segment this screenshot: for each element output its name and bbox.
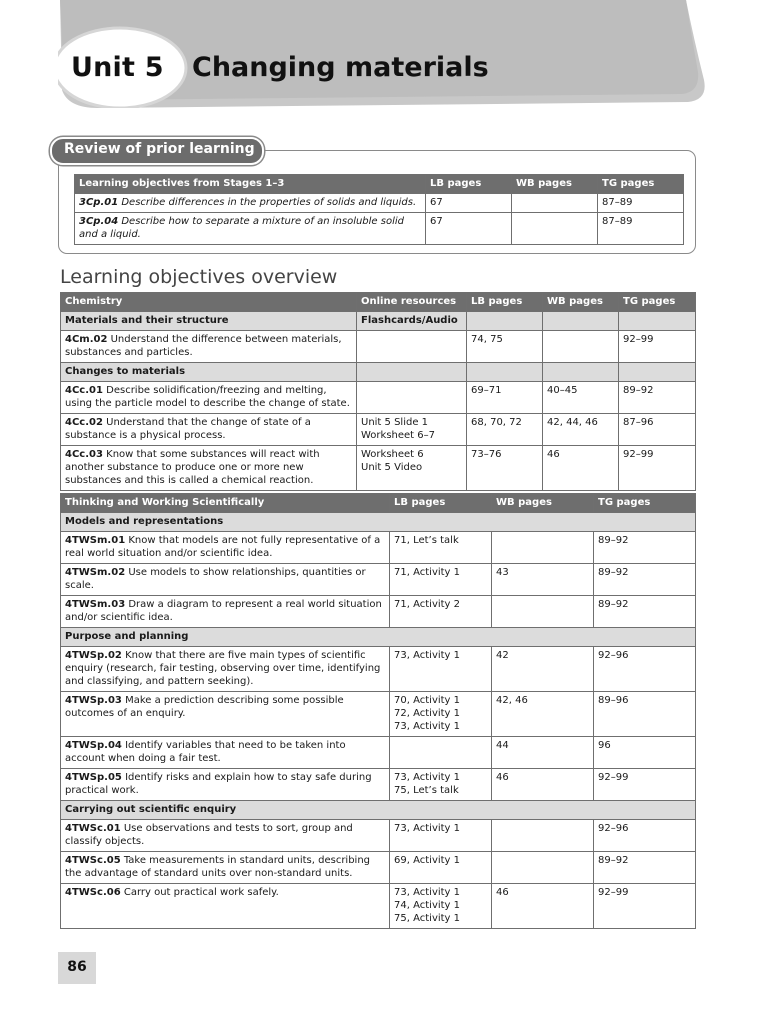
objective-cell [61,769,390,801]
table-row [61,647,696,692]
tws-table [60,493,696,929]
objective-cell [61,532,390,564]
tg-cell: 89–92 [619,382,696,414]
objective-text: Describe differences in the properties of solids and liquids. [118,197,417,208]
objective-text: Understand the difference between materials, substances and particles. [65,334,342,358]
lb-cell [390,737,492,769]
objective-code: 4TWSm.02 [65,567,126,578]
tg-cell: 92–96 [594,820,696,852]
wb-cell: 42, 46 [492,692,594,737]
wb-cell [543,331,619,363]
objective-cell [61,564,390,596]
column-header: WB pages [512,175,598,194]
column-header: TG pages [594,494,696,513]
objective-code: 3Cp.04 [79,216,119,227]
objective-cell [75,194,426,213]
objective-cell [61,737,390,769]
objective-code: 4Cc.01 [65,385,103,396]
objective-code: 4TWSp.05 [65,772,122,783]
tg-cell: 89–92 [594,564,696,596]
objective-text: Identify variables that need to be taken into account when doing a fair test. [65,740,346,764]
overview-heading: Learning objectives overview [60,266,338,288]
wb-cell: 46 [543,446,619,491]
lb-cell [390,692,492,737]
objective-cell [61,596,390,628]
objective-text: Use observations and tests to sort, group and classify objects. [65,823,353,847]
page-number-box [58,952,96,984]
lb-cell: 71, Let’s talk [390,532,492,564]
unit-title: Changing materials [192,52,489,83]
table-row [61,737,696,769]
column-header: Learning objectives from Stages 1–3 [75,175,426,194]
table-row [61,769,696,801]
lb-cell: 67 [426,213,512,245]
lb-cell [390,884,492,929]
column-header: TG pages [619,293,696,312]
wb-cell [492,820,594,852]
objective-code: 3Cp.01 [79,197,119,208]
tg-cell: 92–99 [619,331,696,363]
lb-line: 75, Let’s talk [394,785,459,796]
section-empty [543,312,619,331]
resource-cell [357,446,467,491]
lb-cell: 73, Activity 1 [390,647,492,692]
section-row [61,628,696,647]
tg-cell: 92–99 [594,884,696,929]
lb-line: 73, Activity 1 [394,772,461,783]
objective-cell [61,647,390,692]
objective-cell [61,382,357,414]
objective-text: Make a prediction describing some possible outcomes of an enquiry. [65,695,344,719]
column-header: LB pages [390,494,492,513]
lb-cell: 73, Activity 1 [390,820,492,852]
lb-cell: 73–76 [467,446,543,491]
objective-text: Use models to show relationships, quantities or scale. [65,567,366,591]
objective-code: 4TWSp.04 [65,740,122,751]
lb-line: 72, Activity 1 [394,708,461,719]
objective-text: Know that there are five main types of scientific enquiry (research, fair testing, observing over time, identifying and classifying, and pattern seeking). [65,650,381,687]
wb-cell: 44 [492,737,594,769]
tg-cell: 89–92 [594,596,696,628]
objective-code: 4Cc.02 [65,417,103,428]
section-label: Models and representations [61,513,696,532]
section-empty [619,312,696,331]
wb-cell: 46 [492,884,594,929]
lb-line: 73, Activity 1 [394,721,461,732]
tg-cell: 92–99 [594,769,696,801]
lb-cell [390,769,492,801]
wb-cell [492,596,594,628]
table-row [61,564,696,596]
lb-cell: 69, Activity 1 [390,852,492,884]
objective-text: Draw a diagram to represent a real world situation and/or scientific idea. [65,599,382,623]
objective-cell [61,852,390,884]
column-header: WB pages [543,293,619,312]
objective-code: 4TWSc.05 [65,855,121,866]
table-row [75,194,684,213]
objective-code: 4TWSm.01 [65,535,126,546]
lb-line: 75, Activity 1 [394,913,461,924]
objective-code: 4TWSc.01 [65,823,121,834]
table-row [61,884,696,929]
lb-cell: 71, Activity 2 [390,596,492,628]
section-row [61,363,696,382]
table-header-row [75,175,684,194]
tg-cell: 87–96 [619,414,696,446]
resource-line: Unit 5 Video [361,462,423,473]
lb-cell: 69–71 [467,382,543,414]
objective-cell [61,446,357,491]
section-row [61,801,696,820]
table-row [61,852,696,884]
objective-code: 4TWSp.02 [65,650,122,661]
section-empty [619,363,696,382]
section-row [61,513,696,532]
resource-cell [357,331,467,363]
tg-cell: 96 [594,737,696,769]
wb-cell: 42, 44, 46 [543,414,619,446]
wb-cell [492,852,594,884]
tg-cell: 87–89 [598,194,684,213]
lb-line: 70, Activity 1 [394,695,461,706]
objective-cell [61,692,390,737]
section-label: Changes to materials [61,363,357,382]
tg-cell: 89–92 [594,532,696,564]
unit-number: Unit 5 [71,52,164,83]
objective-text: Identify risks and explain how to stay safe during practical work. [65,772,372,796]
table-header-row [61,293,696,312]
wb-cell: 40–45 [543,382,619,414]
column-header: WB pages [492,494,594,513]
tg-cell: 87–89 [598,213,684,245]
tg-cell: 89–92 [594,852,696,884]
wb-cell [512,213,598,245]
table-row [61,692,696,737]
review-heading-pill [50,137,264,165]
lb-line: 74, Activity 1 [394,900,461,911]
table-row [61,446,696,491]
table-row [61,596,696,628]
objective-text: Know that models are not fully representative of a real world situation and/or scientific idea. [65,535,381,559]
column-header: Chemistry [61,293,357,312]
section-label: Purpose and planning [61,628,696,647]
lb-cell: 67 [426,194,512,213]
objective-text: Know that some substances will react with another substance to produce one or more new substances and this is called a chemical reaction. [65,449,320,486]
chemistry-table [60,292,696,491]
column-header: TG pages [598,175,684,194]
column-header: Thinking and Working Scientifically [61,494,390,513]
table-row [61,382,696,414]
section-label: Carrying out scientific enquiry [61,801,696,820]
objective-code: 4TWSm.03 [65,599,126,610]
objective-code: 4TWSp.03 [65,695,122,706]
objective-cell [61,331,357,363]
wb-cell [512,194,598,213]
table-row [75,213,684,245]
column-header: Online resources [357,293,467,312]
column-header: LB pages [426,175,512,194]
objective-text: Carry out practical work safely. [120,887,279,898]
section-empty [543,363,619,382]
objective-code: 4TWSc.06 [65,887,121,898]
resource-cell [357,414,467,446]
objective-cell [61,414,357,446]
review-heading: Review of prior learning [64,141,255,157]
objective-text: Describe how to separate a mixture of an insoluble solid and a liquid. [79,216,404,240]
table-row [61,331,696,363]
section-empty [357,363,467,382]
objective-code: 4Cc.03 [65,449,103,460]
section-row [61,312,696,331]
table-row [61,414,696,446]
objective-code: 4Cm.02 [65,334,108,345]
resource-cell [357,382,467,414]
wb-cell: 42 [492,647,594,692]
lb-cell: 68, 70, 72 [467,414,543,446]
wb-cell [492,532,594,564]
lb-cell: 74, 75 [467,331,543,363]
tg-cell: 89–96 [594,692,696,737]
section-resource: Flashcards/Audio [357,312,467,331]
tg-cell: 92–96 [594,647,696,692]
wb-cell: 43 [492,564,594,596]
lb-cell: 71, Activity 1 [390,564,492,596]
page-number: 86 [67,959,87,975]
objective-cell [61,820,390,852]
objective-text: Understand that the change of state of a substance is a physical process. [65,417,311,441]
resource-line: Worksheet 6–7 [361,430,435,441]
section-label: Materials and their structure [61,312,357,331]
objective-cell [61,884,390,929]
section-empty [467,312,543,331]
resource-line: Worksheet 6 [361,449,424,460]
table-row [61,532,696,564]
wb-cell: 46 [492,769,594,801]
table-row [61,820,696,852]
objective-text: Take measurements in standard units, describing the advantage of standard units over non-standard units. [65,855,371,879]
section-empty [467,363,543,382]
lb-line: 73, Activity 1 [394,887,461,898]
tg-cell: 92–99 [619,446,696,491]
table-header-row [61,494,696,513]
objective-text: Describe solidification/freezing and melting, using the particle model to describe the change of state. [65,385,350,409]
review-table [74,174,684,245]
column-header: LB pages [467,293,543,312]
resource-line: Unit 5 Slide 1 [361,417,429,428]
objective-cell [75,213,426,245]
